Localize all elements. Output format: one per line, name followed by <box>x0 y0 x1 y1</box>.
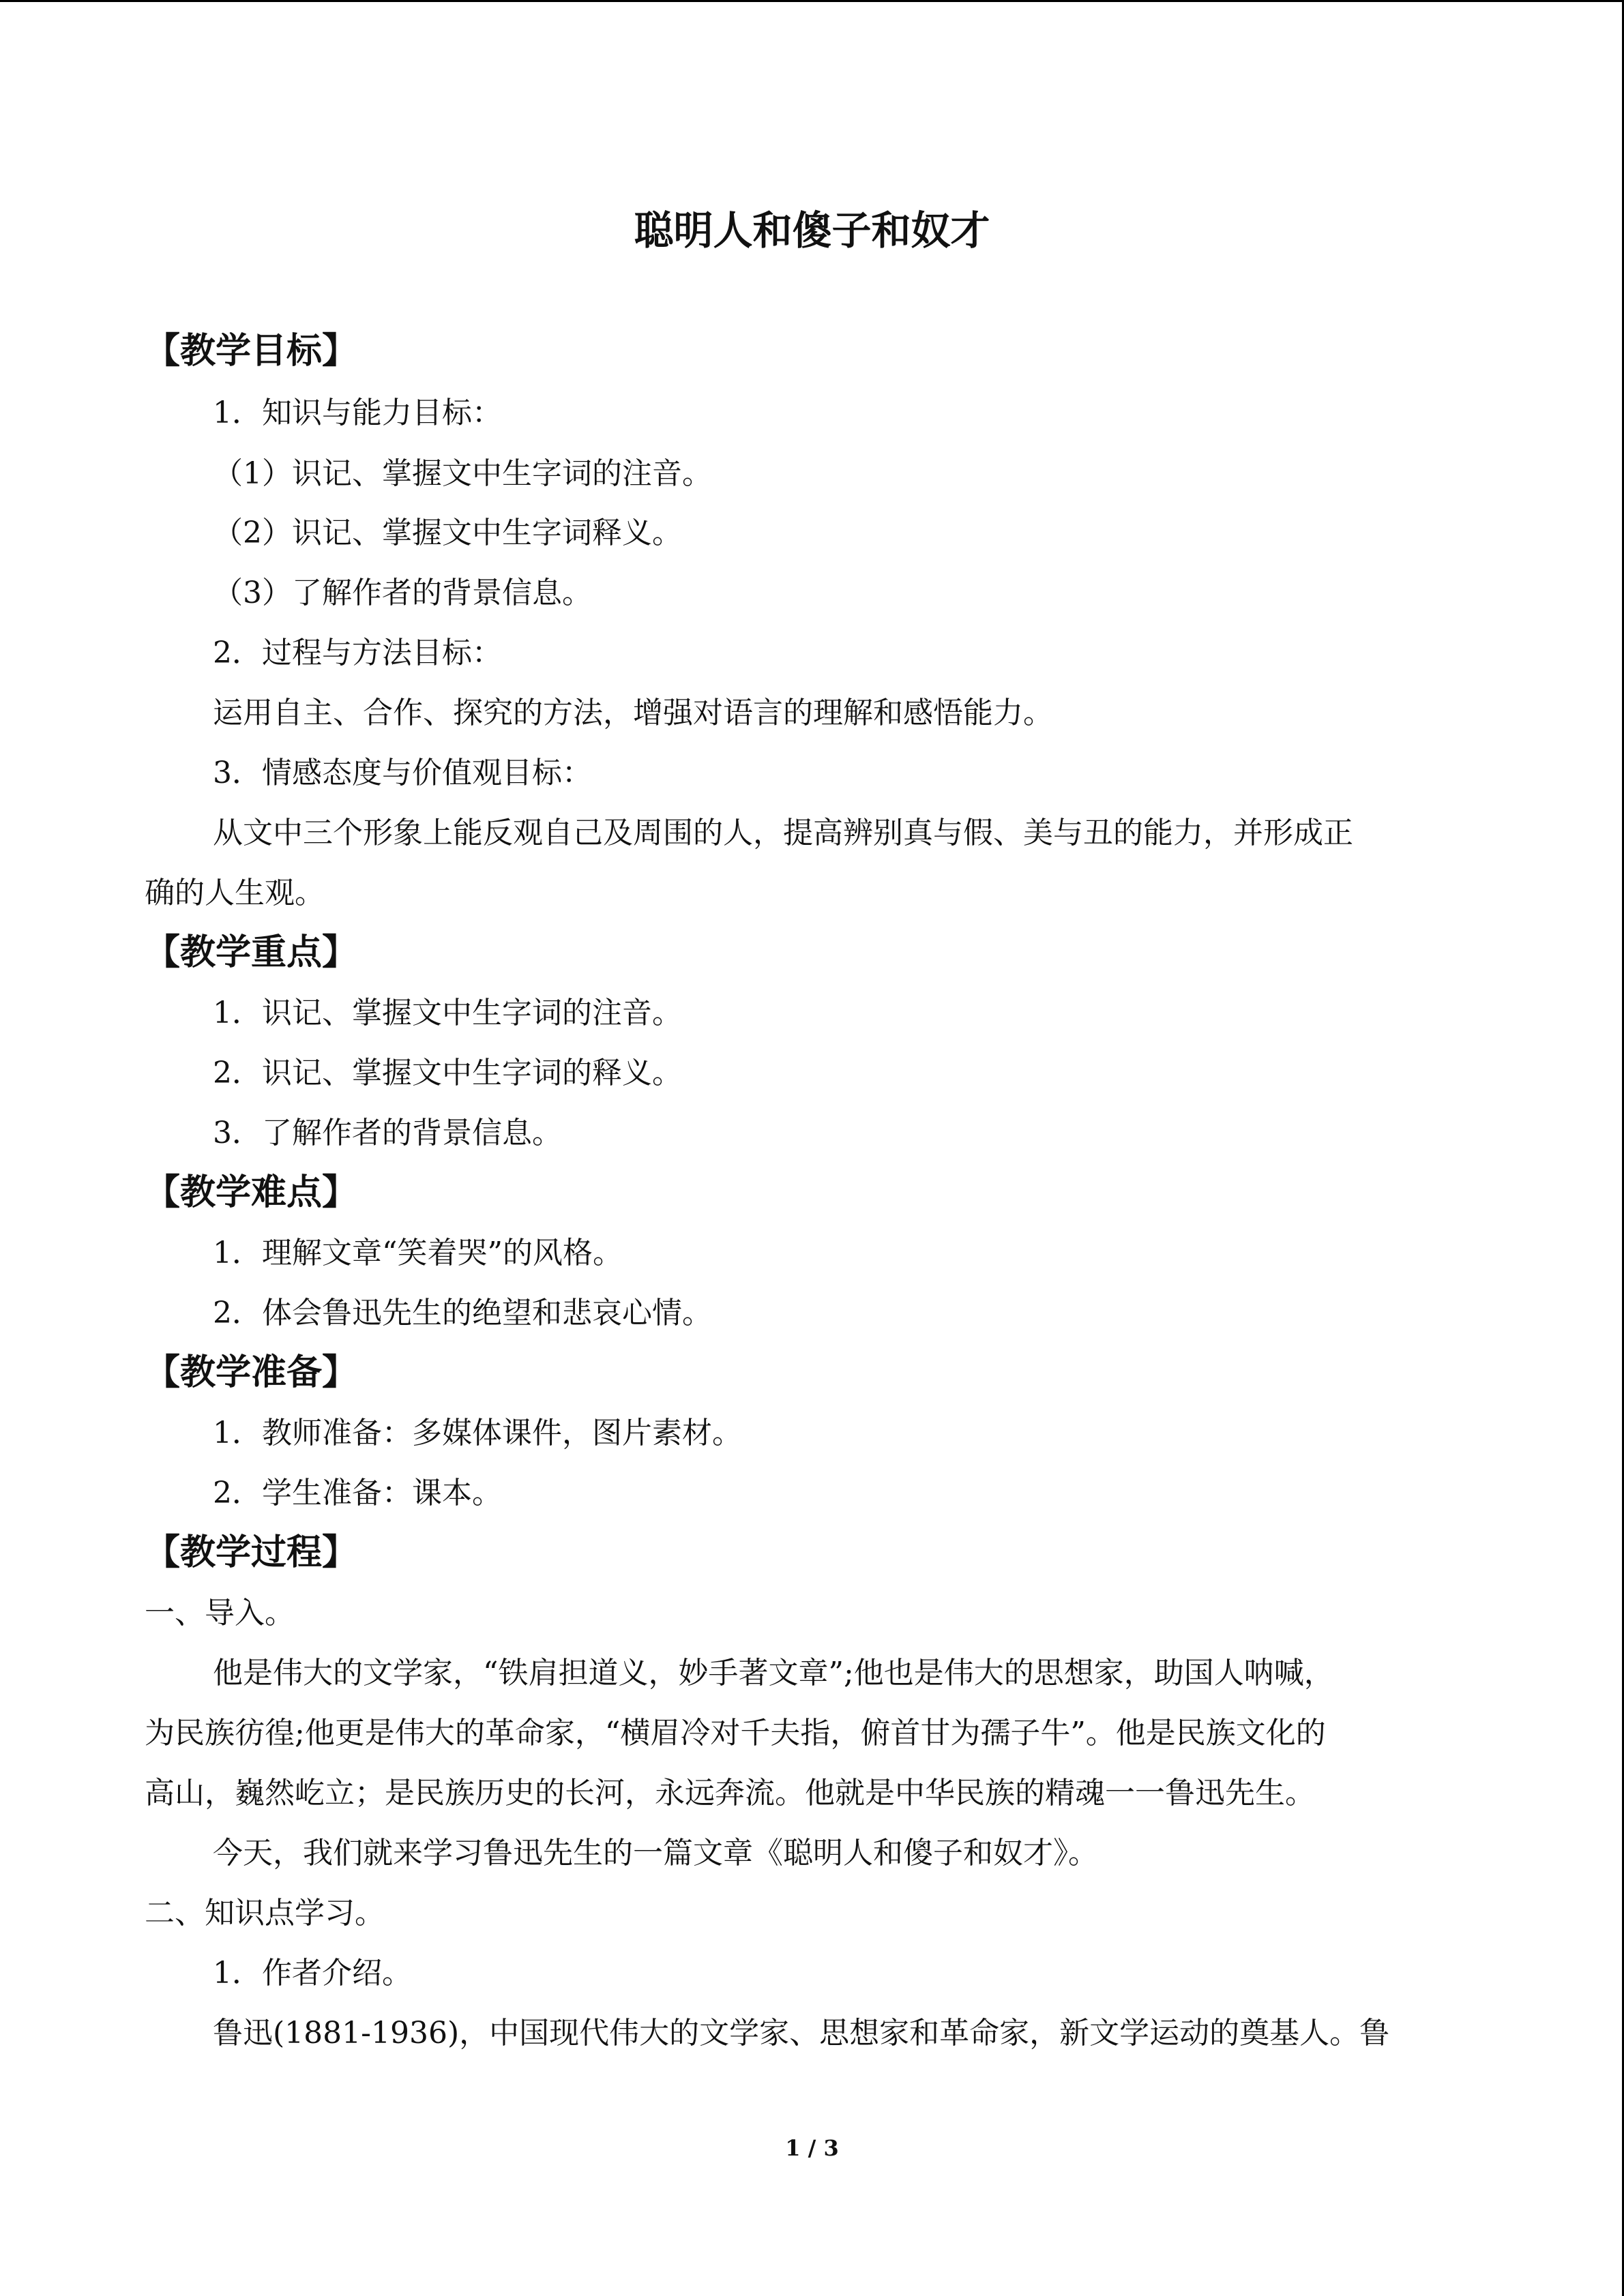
document-title: 聪明人和傻子和奴才 <box>634 207 990 254</box>
key-points-line: 1．识记、掌握文中生字词的注音。 <box>213 996 682 1030</box>
key-points-line: 3．了解作者的背景信息。 <box>213 1116 562 1150</box>
objectives-line: （1）识记、掌握文中生字词的注音。 <box>213 456 712 491</box>
process-line: 一、导入。 <box>145 1596 295 1630</box>
section-heading-key-points: 【教学重点】 <box>145 931 358 973</box>
objectives-line: （3）了解作者的背景信息。 <box>213 576 592 610</box>
objectives-line: 1．知识与能力目标： <box>213 396 502 430</box>
objectives-line: 确的人生观。 <box>145 876 325 910</box>
key-points-line: 2．识记、掌握文中生字词的释义。 <box>213 1056 682 1090</box>
objectives-line: 2．过程与方法目标： <box>213 636 502 670</box>
process-line: 1．作者介绍。 <box>213 1956 412 1991</box>
section-heading-preparation: 【教学准备】 <box>145 1352 358 1393</box>
section-heading-difficulties: 【教学难点】 <box>145 1172 358 1213</box>
section-heading-objectives: 【教学目标】 <box>145 330 358 372</box>
objectives-line: 从文中三个形象上能反观自己及周围的人，提高辨别真与假、美与丑的能力，并形成正 <box>213 816 1353 850</box>
preparation-line: 1．教师准备：多媒体课件，图片素材。 <box>213 1416 742 1450</box>
objectives-line: （2）识记、掌握文中生字词释义。 <box>213 516 682 550</box>
page-border-top <box>0 0 1624 2</box>
difficulties-line: 2．体会鲁迅先生的绝望和悲哀心情。 <box>213 1296 712 1330</box>
process-line: 鲁迅(1881-1936)，中国现代伟大的文学家、思想家和革命家，新文学运动的奠基人。鲁 <box>213 2016 1390 2051</box>
objectives-line: 运用自主、合作、探究的方法，增强对语言的理解和感悟能力。 <box>213 696 1053 730</box>
objectives-line: 3．情感态度与价值观目标： <box>213 756 592 790</box>
process-line: 为民族彷徨;他更是伟大的革命家，“横眉冷对千夫指，俯首甘为孺子牛”。他是民族文化的 <box>145 1716 1326 1750</box>
difficulties-line: 1．理解文章“笑着哭”的风格。 <box>213 1236 623 1270</box>
process-line: 二、知识点学习。 <box>145 1896 385 1930</box>
page-number: 1 / 3 <box>785 2135 839 2161</box>
process-line: 今天，我们就来学习鲁迅先生的一篇文章《聪明人和傻子和奴才》。 <box>213 1836 1098 1870</box>
process-line: 他是伟大的文学家，“铁肩担道义，妙手著文章”;他也是伟大的思想家，助国人呐喊， <box>213 1656 1334 1690</box>
preparation-line: 2．学生准备：课本。 <box>213 1476 502 1510</box>
process-line: 高山，巍然屹立；是民族历史的长河，永远奔流。他就是中华民族的精魂一一鲁迅先生。 <box>145 1776 1315 1810</box>
section-heading-process: 【教学过程】 <box>145 1532 358 1573</box>
